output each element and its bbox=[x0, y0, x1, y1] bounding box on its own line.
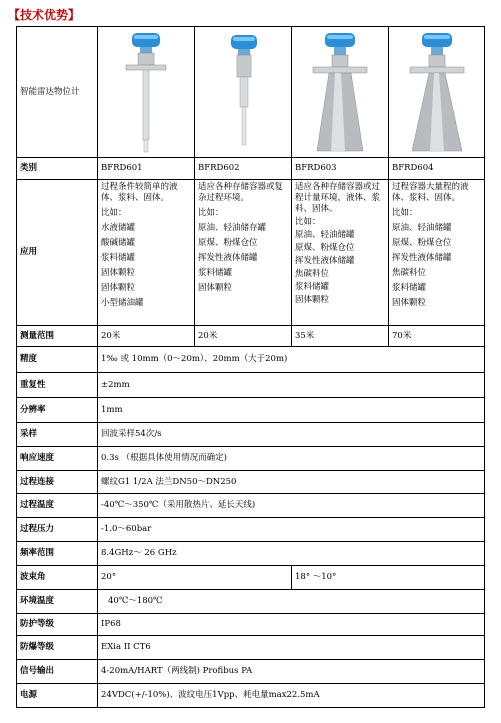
type-label: 类别 bbox=[17, 158, 98, 180]
beam-label: 波束角 bbox=[17, 566, 98, 590]
product-image-602 bbox=[195, 27, 292, 158]
protection-label: 防护等级 bbox=[17, 614, 98, 636]
pressure-label: 过程压力 bbox=[17, 518, 98, 542]
signal-label: 信号输出 bbox=[17, 660, 98, 684]
application-604-line: 浆料储罐 bbox=[392, 283, 427, 293]
application-603-line: 原煤、粉煤仓位 bbox=[295, 243, 355, 253]
repeatability-row bbox=[17, 373, 485, 398]
beam-row bbox=[17, 566, 485, 590]
pressure-value: -1.0～60bar bbox=[98, 518, 485, 542]
temperature-label: 过程温度 bbox=[17, 494, 98, 518]
section-heading: 【技术优势】 bbox=[8, 8, 81, 22]
application-604-line: 比如： bbox=[392, 208, 418, 218]
type-604: BFRD604 bbox=[389, 158, 485, 180]
connection-row bbox=[17, 471, 485, 494]
response-row bbox=[17, 447, 485, 471]
range-602: 20米 bbox=[195, 326, 292, 347]
power-value: 24VDC(+/-10%)、波纹电压1Vpp、耗电量max22.5mA bbox=[98, 684, 485, 708]
application-603-line: 焦碳料位 bbox=[295, 269, 330, 279]
product-row-label: 智能雷达物位计 bbox=[17, 27, 98, 158]
type-602: BFRD602 bbox=[195, 158, 292, 180]
application-601-line: 酸碱储罐 bbox=[101, 238, 136, 248]
repeatability-label: 重复性 bbox=[17, 373, 98, 398]
ambient-row bbox=[17, 590, 485, 614]
range-601: 20米 bbox=[98, 326, 195, 347]
application-604-line: 原油、轻油储罐 bbox=[392, 223, 452, 233]
product-image-603 bbox=[292, 27, 389, 158]
application-602-line: 固体颗粒 bbox=[198, 283, 233, 293]
type-601: BFRD601 bbox=[98, 158, 195, 180]
application-602-line: 原煤、粉煤仓位 bbox=[198, 238, 258, 248]
protection-row bbox=[17, 614, 485, 636]
range-row bbox=[17, 326, 485, 347]
response-value: 0.3s （根据具体使用情况而确定) bbox=[98, 447, 485, 471]
application-601-line: 固体颗粒 bbox=[101, 283, 136, 293]
sampling-label: 采样 bbox=[17, 423, 98, 447]
ambient-label: 环境温度 bbox=[17, 590, 98, 614]
ambient-value: 40℃～180℃ bbox=[98, 590, 485, 614]
explosion-value: EXia II CT6 bbox=[98, 636, 485, 660]
application-602-line: 比如： bbox=[198, 208, 224, 218]
frequency-value: 8.4GHz～ 26 GHz bbox=[98, 542, 485, 566]
application-601-line: 比如： bbox=[101, 208, 127, 218]
sampling-row bbox=[17, 423, 485, 447]
resolution-value: 1mm bbox=[98, 398, 485, 423]
application-601 bbox=[98, 180, 195, 326]
beam-value-narrow: 20° bbox=[98, 566, 292, 590]
explosion-label: 防爆等级 bbox=[17, 636, 98, 660]
application-601-line: 过程条件较简单的液体、浆料、固体。 bbox=[101, 182, 178, 203]
spec-table bbox=[16, 26, 485, 708]
range-603: 35米 bbox=[292, 326, 389, 347]
application-603-line: 固体颗粒 bbox=[295, 295, 330, 305]
frequency-label: 频率范围 bbox=[17, 542, 98, 566]
application-603-line: 浆料储罐 bbox=[295, 282, 330, 292]
range-604: 70米 bbox=[389, 326, 485, 347]
frequency-row bbox=[17, 542, 485, 566]
pressure-row bbox=[17, 518, 485, 542]
application-604-line: 过程容器大量程的液体、浆料、固体。 bbox=[392, 182, 469, 203]
power-label: 电源 bbox=[17, 684, 98, 708]
application-604-line: 固体颗粒 bbox=[392, 298, 427, 308]
protection-value: IP68 bbox=[98, 614, 485, 636]
application-603-line: 挥发性液体储罐 bbox=[295, 256, 355, 266]
application-601-line: 小型储油罐 bbox=[101, 298, 144, 308]
sampling-value: 回波采样54次/s bbox=[98, 423, 485, 447]
temperature-row bbox=[17, 494, 485, 518]
application-603 bbox=[292, 180, 389, 326]
product-image-604 bbox=[389, 27, 485, 158]
application-602-line: 适应各种存储容器或复杂过程环境。 bbox=[198, 182, 284, 203]
explosion-row bbox=[17, 636, 485, 660]
repeatability-value: ±2mm bbox=[98, 373, 485, 398]
application-602-line: 原油、轻油储存罐 bbox=[198, 223, 267, 233]
accuracy-value: 1‰ 或 10mm（0～20m）、20mm（大于20m) bbox=[98, 347, 485, 373]
application-602-line: 挥发性液体储罐 bbox=[198, 253, 258, 263]
application-label: 应用 bbox=[17, 180, 98, 326]
power-row bbox=[17, 684, 485, 708]
signal-row bbox=[17, 660, 485, 684]
product-image-601 bbox=[98, 27, 195, 158]
temperature-value: -40℃～350℃（采用散热片、延长天线) bbox=[98, 494, 485, 518]
application-604-line: 挥发性液体储罐 bbox=[392, 253, 452, 263]
beam-value-horn: 18° ～10° bbox=[292, 566, 485, 590]
accuracy-row bbox=[17, 347, 485, 373]
application-604-line: 焦碳料位 bbox=[392, 268, 427, 278]
connection-label: 过程连接 bbox=[17, 471, 98, 494]
application-603-line: 适应各种存储容器或过程计量环境，液体、浆料、固体。 bbox=[295, 182, 381, 214]
application-603-line: 原油、轻油储罐 bbox=[295, 230, 355, 240]
connection-value: 螺纹G1 1/2A 法兰DN50～DN250 bbox=[98, 471, 485, 494]
application-603-line: 比如： bbox=[295, 217, 321, 227]
application-601-line: 固体颗粒 bbox=[101, 268, 136, 278]
application-602-line: 浆料储罐 bbox=[198, 268, 233, 278]
accuracy-label: 精度 bbox=[17, 347, 98, 373]
resolution-row bbox=[17, 398, 485, 423]
response-label: 响应速度 bbox=[17, 447, 98, 471]
resolution-label: 分辨率 bbox=[17, 398, 98, 423]
application-602 bbox=[195, 180, 292, 326]
product-image-row bbox=[17, 27, 485, 158]
application-601-line: 浆料储罐 bbox=[101, 253, 136, 263]
type-603: BFRD603 bbox=[292, 158, 389, 180]
range-label: 测量范围 bbox=[17, 326, 98, 347]
application-row bbox=[17, 180, 485, 326]
application-601-line: 水液储罐 bbox=[101, 223, 136, 233]
signal-value: 4-20mA/HART（两线制) Profibus PA bbox=[98, 660, 485, 684]
type-row bbox=[17, 158, 485, 180]
application-604-line: 原煤、粉煤仓位 bbox=[392, 238, 452, 248]
application-604 bbox=[389, 180, 485, 326]
